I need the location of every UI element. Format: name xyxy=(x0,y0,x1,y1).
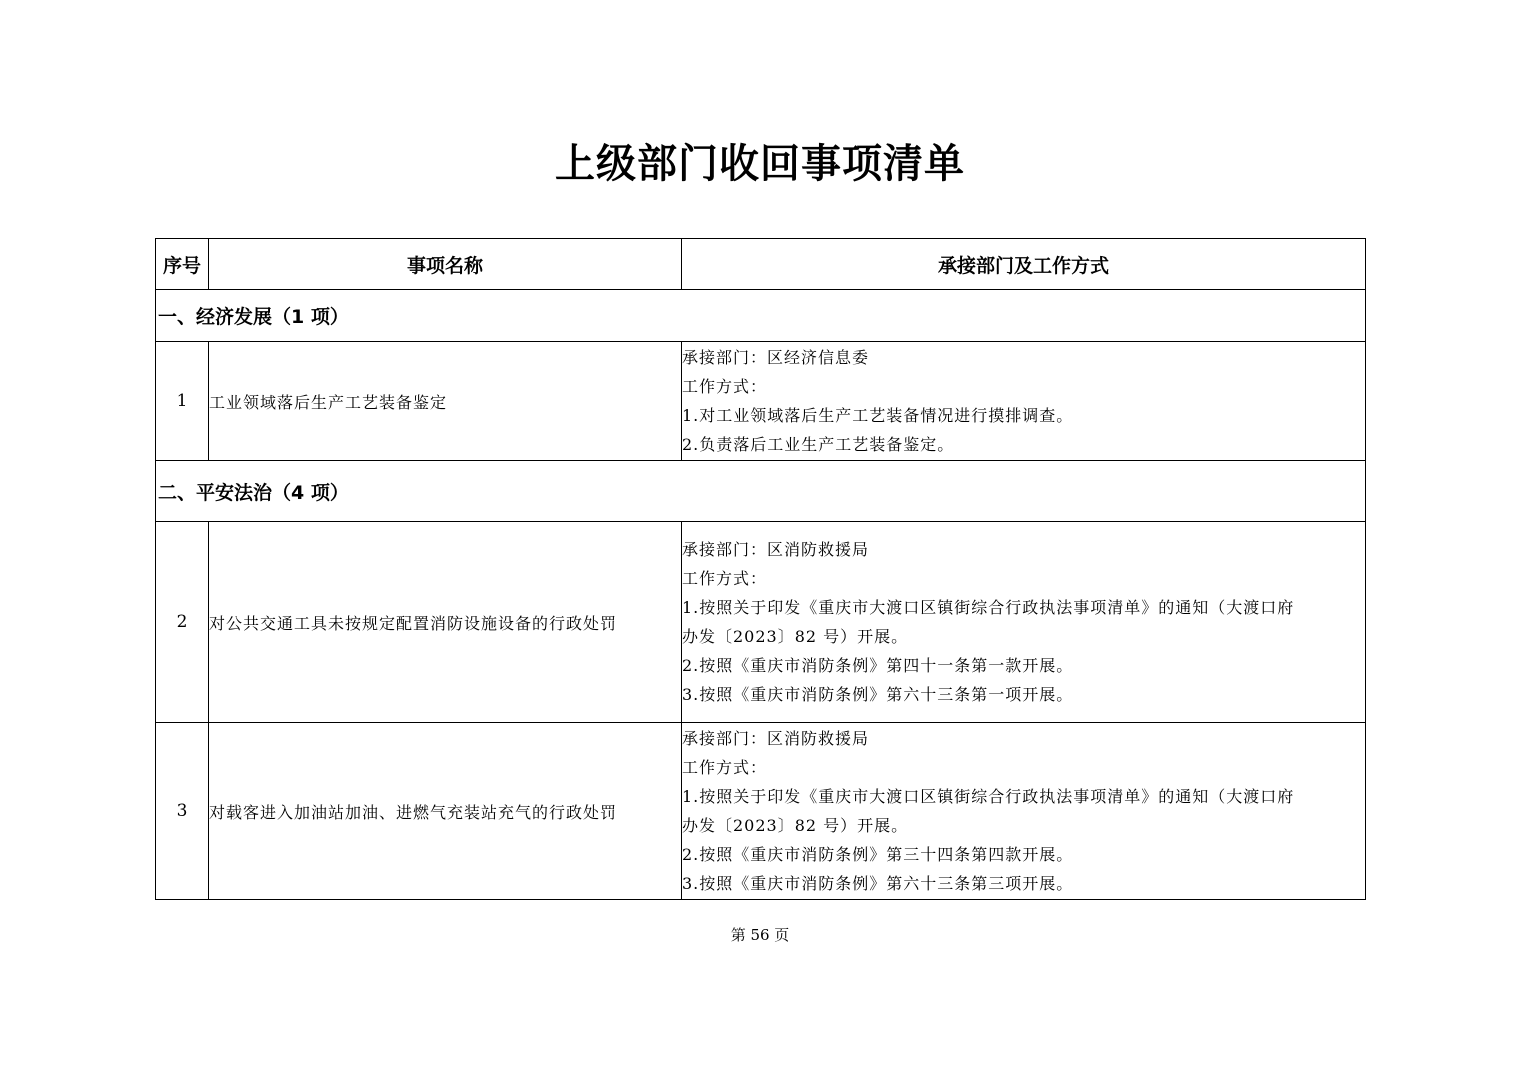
table-header-row xyxy=(156,239,1366,290)
method-line: 3.按照《重庆市消防条例》第六十三条第三项开展。 xyxy=(682,874,1074,893)
method-line: 工作方式： xyxy=(682,377,768,396)
header-seq: 序号 xyxy=(156,239,209,290)
row-number: 3 xyxy=(156,723,209,900)
method-line: 工作方式： xyxy=(682,758,768,777)
item-name: 对载客进入加油站加油、进燃气充装站充气的行政处罚 xyxy=(209,723,682,900)
method-line: 办发〔2023〕82 号）开展。 xyxy=(682,816,909,835)
method-line: 3.按照《重庆市消防条例》第六十三条第一项开展。 xyxy=(682,685,1074,704)
dept-method xyxy=(682,723,1366,900)
method-line: 1.按照关于印发《重庆市大渡口区镇街综合行政执法事项清单》的通知（大渡口府 xyxy=(682,598,1295,617)
row-number: 2 xyxy=(156,522,209,723)
item-name: 工业领域落后生产工艺装备鉴定 xyxy=(209,342,682,461)
method-line: 1.按照关于印发《重庆市大渡口区镇街综合行政执法事项清单》的通知（大渡口府 xyxy=(682,787,1295,806)
method-line: 1.对工业领域落后生产工艺装备情况进行摸排调查。 xyxy=(682,406,1074,425)
section-row-safety-law xyxy=(156,461,1366,522)
header-item-name: 事项名称 xyxy=(209,239,682,290)
table-row xyxy=(156,522,1366,723)
item-name: 对公共交通工具未按规定配置消防设施设备的行政处罚 xyxy=(209,522,682,723)
page-number: 第 56 页 xyxy=(730,926,790,944)
method-line: 承接部门：区消防救援局 xyxy=(682,540,870,559)
dept-method xyxy=(682,522,1366,723)
method-line: 工作方式： xyxy=(682,569,768,588)
row-number: 1 xyxy=(156,342,209,461)
method-line: 承接部门：区经济信息委 xyxy=(682,348,870,367)
method-line: 2.负责落后工业生产工艺装备鉴定。 xyxy=(682,435,955,454)
section-label: 二、平安法治（4 项） xyxy=(156,461,1366,522)
dept-method xyxy=(682,342,1366,461)
section-label: 一、经济发展（1 项） xyxy=(156,290,1366,342)
page-title: 上级部门收回事项清单 xyxy=(555,140,965,187)
section-row-economy xyxy=(156,290,1366,342)
method-line: 承接部门：区消防救援局 xyxy=(682,729,870,748)
items-table xyxy=(155,238,1366,900)
method-line: 2.按照《重庆市消防条例》第三十四条第四款开展。 xyxy=(682,845,1074,864)
table-row xyxy=(156,723,1366,900)
method-line: 办发〔2023〕82 号）开展。 xyxy=(682,627,909,646)
method-line: 2.按照《重庆市消防条例》第四十一条第一款开展。 xyxy=(682,656,1074,675)
header-dept-method: 承接部门及工作方式 xyxy=(682,239,1366,290)
table-row xyxy=(156,342,1366,461)
